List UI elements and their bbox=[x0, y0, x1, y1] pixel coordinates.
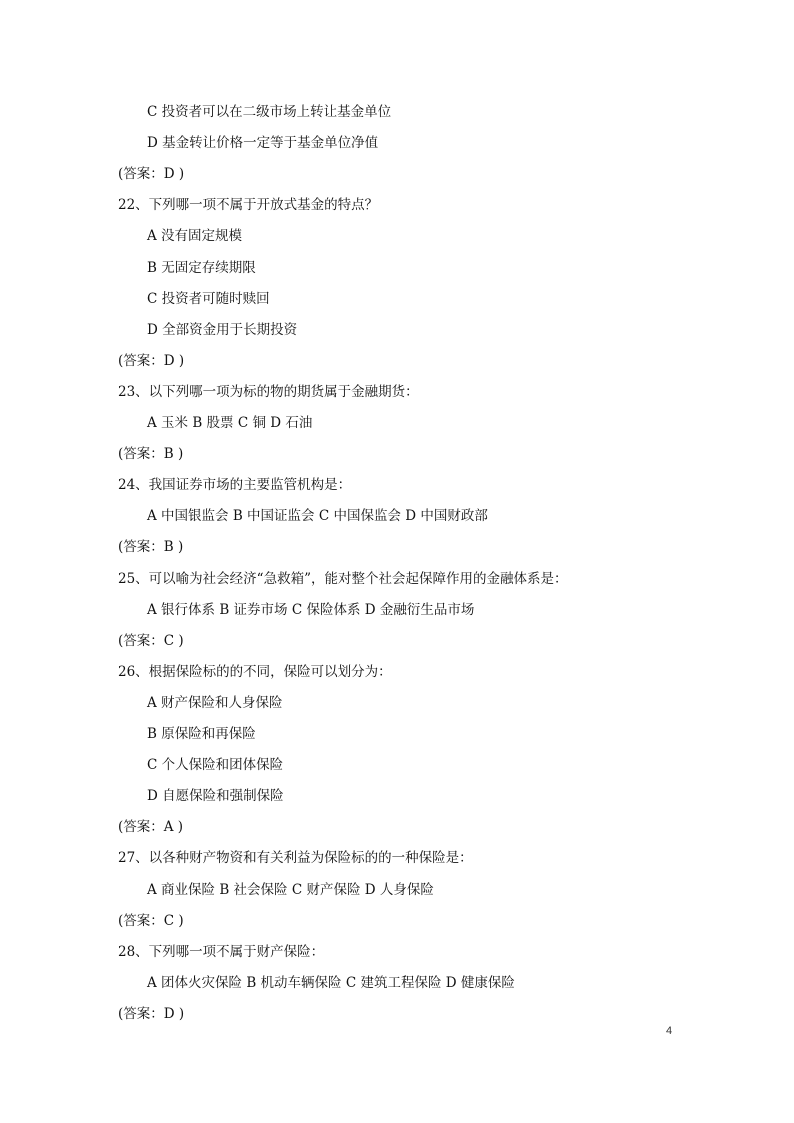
answer-text: (答案：C ) bbox=[118, 632, 184, 649]
option-text: B 原保险和再保险 bbox=[147, 726, 256, 742]
question-text: 28、下列哪一项不属于财产保险： bbox=[118, 943, 325, 960]
option-text: A 财产保险和人身保险 bbox=[147, 694, 283, 711]
question-text: 27、以各种财产物资和有关利益为保险标的的一种保险是： bbox=[118, 850, 473, 867]
option-text: A 没有固定规模 bbox=[147, 228, 243, 245]
question-text: 23、以下列哪一项为标的物的期货属于金融期货： bbox=[118, 383, 419, 400]
option-text: C 个人保险和团体保险 bbox=[147, 757, 284, 774]
option-text: A 中国银监会 B 中国证监会 C 中国保监会 D 中国财政部 bbox=[147, 508, 488, 525]
question-text: 25、可以喻为社会经济“急救箱”，能对整个社会起保障作用的金融体系是： bbox=[118, 570, 568, 587]
option-text: A 玉米 B 股票 C 铜 D 石油 bbox=[147, 415, 313, 431]
answer-text: (答案：B ) bbox=[118, 539, 184, 556]
option-text: D 基金转让价格一定等于基金单位净值 bbox=[147, 135, 379, 152]
option-text: C 投资者可以在二级市场上转让基金单位 bbox=[147, 104, 392, 120]
option-text: A 团体火灾保险 B 机动车辆保险 C 建筑工程保险 D 健康保险 bbox=[147, 974, 515, 991]
option-text: D 全部资金用于长期投资 bbox=[147, 321, 298, 338]
answer-text: (答案：D ) bbox=[118, 166, 185, 183]
answer-text: (答案：D ) bbox=[118, 1005, 185, 1022]
option-text: C 投资者可随时赎回 bbox=[147, 290, 270, 307]
question-text: 22、下列哪一项不属于开放式基金的特点？ bbox=[118, 197, 379, 214]
option-text: A 商业保险 B 社会保险 C 财产保险 D 人身保险 bbox=[147, 881, 434, 898]
option-text: D 自愿保险和强制保险 bbox=[147, 788, 284, 805]
answer-text: (答案：B ) bbox=[118, 446, 184, 463]
question-text: 26、根据保险标的的不同，保险可以划分为： bbox=[118, 663, 392, 680]
option-text: B 无固定存续期限 bbox=[147, 259, 256, 276]
question-text: 24、我国证券市场的主要监管机构是： bbox=[118, 477, 352, 494]
option-text: A 银行体系 B 证券市场 C 保险体系 D 金融衍生品市场 bbox=[147, 601, 475, 618]
answer-text: (答案：C ) bbox=[118, 912, 184, 929]
page-number: 4 bbox=[666, 1025, 673, 1037]
answer-text: (答案：A ) bbox=[118, 819, 184, 836]
answer-text: (答案：D ) bbox=[118, 352, 185, 369]
